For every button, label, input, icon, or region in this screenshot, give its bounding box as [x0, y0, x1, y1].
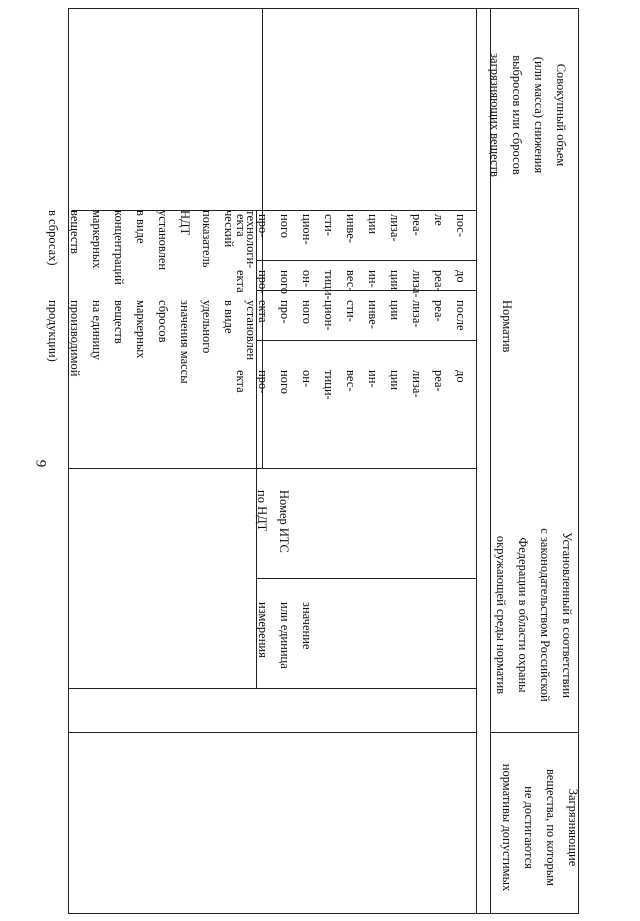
col1-header: Загрязняющие вещества, по которым не достигаются нормативы допустимых: [500, 763, 580, 892]
before-implementation-1: до реа- лиза- ции ин- вес- тици- он- ного про- екта: [234, 370, 468, 400]
subheader-its-number: Номер ИТС по НДТ: [255, 490, 291, 553]
page-number: 9: [32, 459, 49, 468]
after-implementation-2: пос- ле реа- лиза- ции инве- сти- цион- ного про- екта: [234, 214, 468, 245]
header-tech-indicator: технологи- ческий показатель НДТ установлен в виде концентраций маркерных веществ в сбросах): [46, 210, 258, 285]
total-reduction-label: Совокупный объем (или масса) снижения выбросов или сбросов загрязняющих веществ: [488, 53, 568, 177]
normative-label: Норматив: [500, 300, 514, 353]
after-implementation-1: после реа- лиза- ции инве- сти- цион- ного про- екта: [256, 300, 468, 331]
header-specific-mass: установлен в виде удельного значения массы сбросов маркерных веществ на единицу производимой продукции): [46, 300, 258, 384]
before-implementation-2: до реа- лиза- ции ин- вес- тици- он- ного про- екта: [234, 270, 468, 300]
subheader-value-unit: значение или единица измерения: [256, 602, 314, 669]
normative-description: Установленный в соответствии с законодательством Российской Федерации в области охраны окружающей среды норматив: [494, 528, 574, 702]
